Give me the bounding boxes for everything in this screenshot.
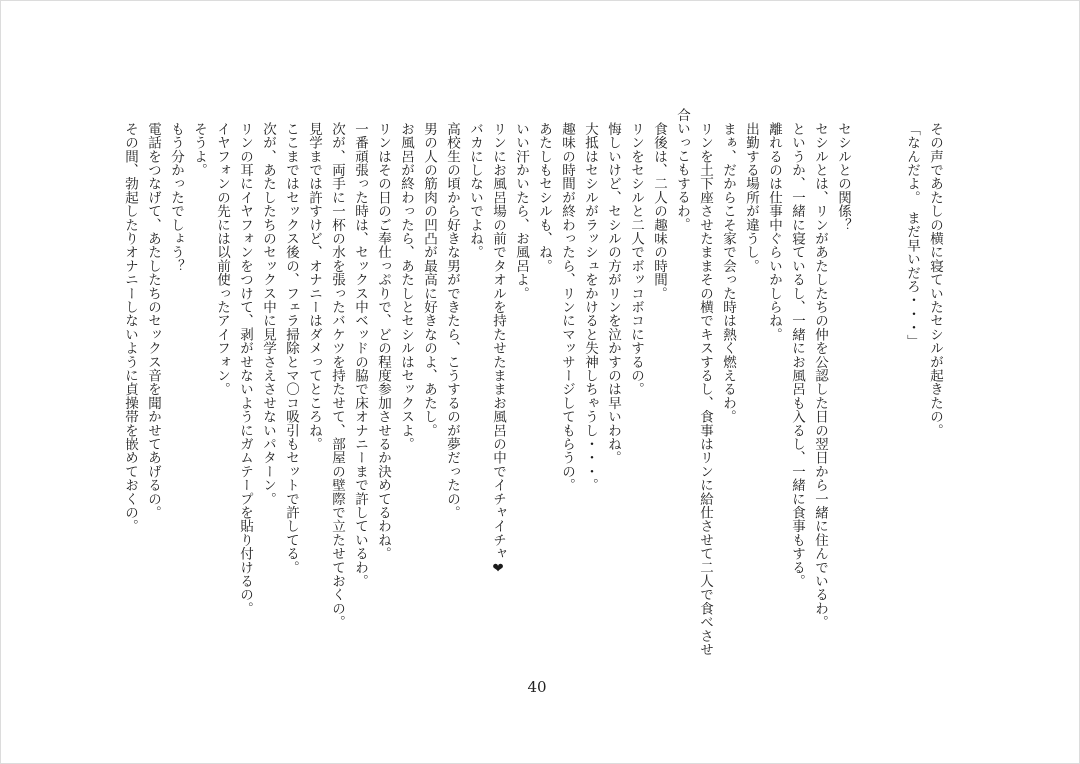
text-line: イヤフォンの先には以前使ったアイフォン。: [214, 122, 230, 396]
text-line: 離れるのは仕事中ぐらいかしらね。: [766, 122, 782, 342]
text-line: 食後は、二人の趣味の時間。: [651, 122, 667, 301]
text-line: 次が、両手に一杯の水を張ったバケツを持たせて、部屋の壁際で立たせておくの。: [329, 122, 345, 629]
text-line: リンはその日のご奉仕っぷりで、どの程度参加させるか決めてるわね。: [375, 122, 391, 561]
text-line: 悔しいけど、セシルの方がリンを泣かすのは早いわね。: [605, 122, 621, 465]
text-line: 一番頑張った時は、セックス中ベッドの脇で床オナニーまで許しているわ。: [352, 122, 368, 588]
text-line: 男の人の筋肉の凹凸が最高に好きなのよ、あたし。: [421, 122, 437, 438]
text-line: 見学までは許すけど、オナニーはダメってところね。: [306, 122, 322, 451]
text-line: その声であたしの横に寝ていたセシルが起きたの。: [927, 122, 943, 438]
text-block: [118, 108, 946, 674]
text-line: セシルとは、リンがあたしたちの仲を公認した日の翌日から一緒に住んでいるわ。: [812, 122, 828, 629]
text-line: セシルとの関係？: [835, 122, 851, 232]
text-line: お風呂が終わったら、あたしとセシルはセックスよ。: [398, 122, 414, 451]
text-line: 「なんだよ。 まだ早いだろ・・・」: [904, 122, 920, 349]
text-line: ここまではセックス後の、フェラ掃除とマ〇コ吸引もセットで許してる。: [283, 122, 299, 575]
text-line: 高校生の頃から好きな男ができたら、こうするのが夢だったの。: [444, 122, 460, 520]
text-line: その間、勃起したりオナニーしないように貞操帯を嵌めておくの。: [122, 122, 138, 533]
text-line: もう分かったでしょう？: [168, 122, 184, 273]
text-line: バカにしないでよね。: [467, 122, 483, 259]
text-line: まぁ、だからこそ家で会った時は熱く燃えるわ。: [720, 122, 736, 424]
text-line: そうよ。: [191, 122, 207, 177]
text-line: 大抵はセシルがラッシュをかけると失神しちゃうし・・・。: [582, 122, 598, 492]
text-line: というか、一緒に寝ているし、一緒にお風呂も入るし、一緒に食事もする。: [789, 122, 805, 588]
text-line: いい汗かいたら、お風呂よ。: [513, 122, 529, 301]
page-number: 40: [527, 678, 547, 696]
text-line: 合いっこもするわ。: [674, 108, 690, 232]
text-line: 電話をつなげて、あたしたちのセックス音を聞かせてあげるの。: [145, 122, 161, 520]
text-line: あたしもセシルも、ね。: [536, 122, 552, 273]
text-line: リンを土下座させたままその横でキスするし、食事はリンに給仕させて二人で食べさせ: [697, 122, 713, 657]
text-line: 出勤する場所が違うし。: [743, 122, 759, 273]
text-line: 次が、あたしたちのセックス中に見学さえさせないパターン。: [260, 122, 276, 506]
text-line: リンの耳にイヤフォンをつけて、剥がせないようにガムテープを貼り付けるの。: [237, 122, 253, 616]
text-line: リンにお風呂場の前でタオルを持たせたままお風呂の中でイチャイチャ❤: [490, 122, 506, 577]
text-line: 趣味の時間が終わったら、リンにマッサージしてもらうの。: [559, 122, 575, 492]
text-line: リンをセシルと二人でボッコボコにするの。: [628, 122, 644, 396]
